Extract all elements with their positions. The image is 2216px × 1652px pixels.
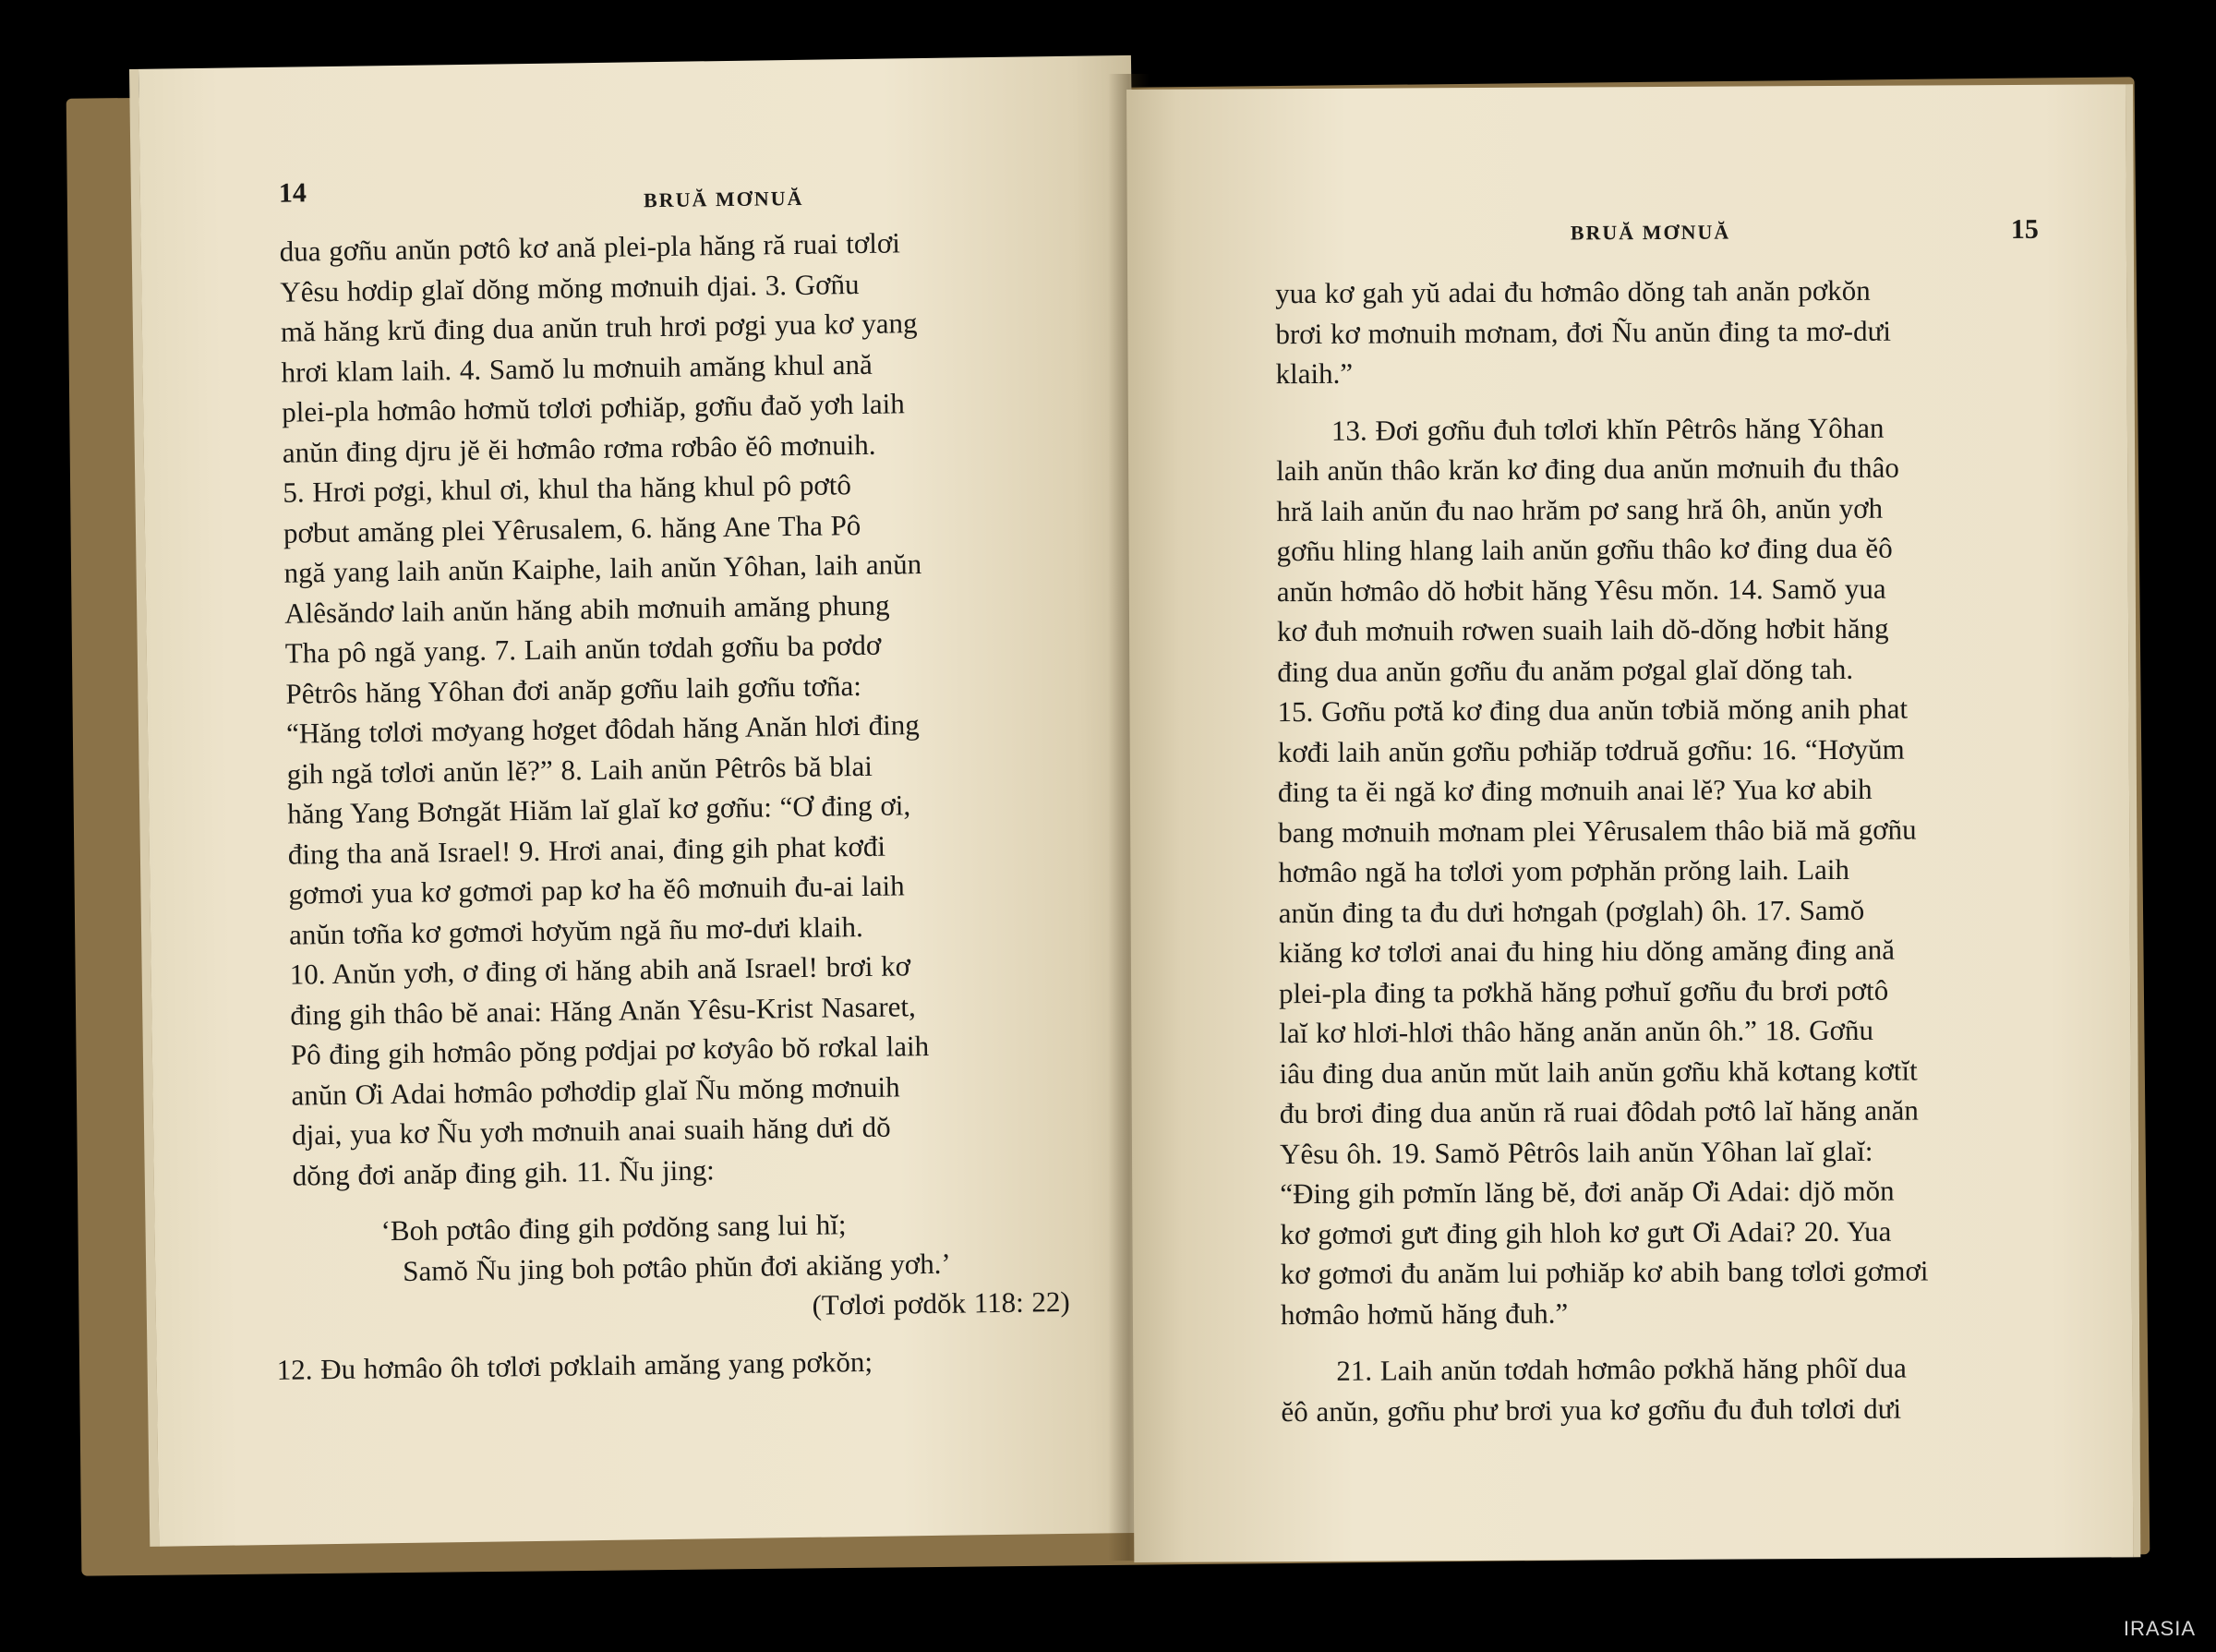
body-line: gơñu hling hlang laih anŭn gơñu thâo kơ đing dua ĕô: [1276, 531, 1893, 568]
body-line: anŭn đing djru jĕ ĕi hơmâo rơma rơbâo ĕô mơnuih.: [282, 428, 876, 469]
page-number: 14: [278, 177, 307, 209]
paragraph: [1281, 1347, 2042, 1431]
body-line: hơmâo hơmŭ hăng đuh.”: [1280, 1296, 1569, 1331]
body-line: kiăng kơ tơlơi anai đu hing hiu dŏng amăng đing ană: [1278, 933, 1895, 970]
left-page-text: [276, 221, 1079, 1390]
body-line: mă hăng krŭ đing dua anŭn truh hrơi pơgi yua kơ yang: [280, 307, 918, 348]
body-line: Pô đing gih hơmâo pŏng pơdjai pơ kơyâo bŏ rơkal laih: [290, 1030, 930, 1071]
paragraph: [1276, 406, 2042, 1334]
body-line: gơmơi yua kơ gơmơi pap kơ ha ĕô mơnuih đu-ai laih: [288, 869, 905, 910]
body-line: hăng Yang Bơngăt Hiăm laĭ glaĭ kơ gơñu: “Ơ đing ơi,: [287, 789, 911, 830]
body-line: kơ đuh mơnuih rơwen suaih laih dŏ-dŏng hơbit hăng: [1276, 611, 1889, 648]
body-line: ngă yang laih anŭn Kaiphe, laih anŭn Yôhan, laih anŭn: [283, 548, 922, 589]
body-line: Yêsu hơdip glaĭ dŏng mŏng mơnuih djai. 3. Gơñu: [280, 267, 860, 308]
body-line: đing dua anŭn gơñu đu anăm pơgal glaĭ dŏng tah.: [1277, 652, 1854, 688]
body-line: klaih.”: [1275, 356, 1354, 391]
body-line: hrơi klam laih. 4. Samŏ lu mơnuih amăng khul ană: [281, 347, 873, 389]
body-line: đu brơi đing dua anŭn ră ruai đôdah pơtô laĭ hăng anăn: [1279, 1093, 1919, 1130]
body-line: brơi kơ mơnuih mơnam, đơi Ñu anŭn đing ta mơ-dưi: [1275, 314, 1892, 350]
paragraph: [1275, 270, 2038, 394]
body-line: djai, yua kơ Ñu yơh mơnuih anai suaih hăng dưi dŏ: [291, 1110, 891, 1152]
body-line: plei-pla đing ta pơkhă hăng pơhuĭ gơñu đu brơi pơtô: [1279, 973, 1889, 1009]
body-line: đing tha ană Israel! 9. Hrơi anai, đing gih phat kơđi: [287, 829, 886, 871]
body-line: kơ gơmơi gưt đing gih hloh kơ gưt Ơi Adai? 20. Yua: [1280, 1214, 1892, 1250]
body-line: laĭ kơ hlơi-hlơi thâo hăng anăn anŭn ôh.” 18. Gơñu: [1279, 1013, 1874, 1050]
body-line: 5. Hrơi pơgi, khul ơi, khul tha hăng khul pô pơtô: [283, 468, 852, 509]
left-body-lines: [279, 221, 1077, 1196]
body-line: pơbut amăng plei Yêrusalem, 6. hăng Ane Tha Pô: [283, 508, 861, 549]
body-line: dua gơñu anŭn pơtô kơ ană plei-pla hăng ră ruai tơlơi: [279, 226, 901, 268]
body-line: ĕô anŭn, gơñu phư brơi yua kơ gơñu đu đuh tơlơi dưi: [1281, 1392, 1902, 1428]
body-line: 12. Đu hơmâo ôh tơlơi pơklaih amăng yang pơkŏn;: [276, 1345, 873, 1386]
body-line: Alêsăndơ laih anŭn hăng abih mơnuih amăng phung: [283, 588, 890, 630]
running-head: BRUĂ MƠNUĂ: [1570, 220, 1731, 245]
body-line: kơđi laih anŭn gơñu pơhiăp tơdruă gơñu: 16. “Hơyŭm: [1277, 732, 1905, 768]
quote-line: Samŏ Ñu jing boh pơtâo phŭn đơi akiăng yơh.’: [402, 1247, 951, 1287]
body-line: đing gih thâo bĕ anai: Hăng Anăn Yêsu-Krist Nasaret,: [290, 989, 916, 1031]
body-line: Pêtrôs hăng Yôhan đơi anăp gơñu laih gơñu tơña:: [285, 669, 862, 710]
body-line: hơmâo ngă ha tơlơi yom pơphăn prŏng laih. Laih: [1278, 852, 1850, 889]
body-line: 21. Laih anŭn tơdah hơmâo pơkhă hăng phôĭ dua: [1336, 1351, 1907, 1387]
body-line: laih anŭn thâo krăn kơ đing dua anŭn mơnuih đu thâo: [1276, 451, 1899, 488]
body-line: anŭn đing ta đu dưi hơngah (pơglah) ôh. 17. Samŏ: [1278, 893, 1865, 929]
body-line: gih ngă tơlơi anŭn lĕ?” 8. Laih anŭn Pêtrôs bă blai: [286, 749, 873, 790]
watermark: IRASIA: [2123, 1617, 2196, 1640]
body-line: anŭn hơmâo dŏ hơbit hăng Yêsu mŏn. 14. Samŏ yua: [1276, 572, 1886, 608]
body-line: Tha pô ngă yang. 7. Laih anŭn tơdah gơñu ba pơdơ: [284, 628, 882, 669]
body-line: Yêsu ôh. 19. Samŏ Pêtrôs laih anŭn Yôhan laĭ glaĭ:: [1279, 1134, 1873, 1170]
left-page: [129, 55, 1151, 1547]
body-line: anŭn Ơi Adai hơmâo pơhơdip glaĭ Ñu mŏng mơnuih: [291, 1069, 900, 1112]
scripture-quote: [293, 1201, 1079, 1332]
body-line: 13. Đơi gơñu đuh tơlơi khĭn Pêtrôs hăng Yôhan: [1331, 411, 1885, 447]
running-head: BRUĂ MƠNUĂ: [643, 186, 804, 212]
body-line: plei-pla hơmâo hơmŭ tơlơi pơhiăp, gơñu đaŏ yơh laih: [281, 387, 906, 428]
body-line: iâu đing dua anŭn mŭt laih anŭn gơñu khă kơtang kơtĭt: [1279, 1054, 1918, 1090]
body-line: đing ta ĕi ngă kơ đing mơnuih anai lĕ? Yua kơ abih: [1277, 772, 1873, 809]
body-line: 15. Gơñu pơtă kơ đing dua anŭn tơbiă mŏng anih phat: [1277, 692, 1909, 729]
quote-reference: (Tơlơi pơdŏk 118: 22): [812, 1284, 1070, 1321]
body-line: anŭn tơña kơ gơmơi hơyŭm ngă ñu mơ-dưi klaih.: [288, 910, 863, 951]
page-number: 15: [2010, 213, 2039, 245]
body-line: yua kơ gah yŭ adai đu hơmâo dŏng tah anăn pơkŏn: [1275, 273, 1871, 310]
right-page-text: [1275, 270, 2043, 1431]
right-page: [1126, 84, 2140, 1562]
body-line: “Hăng tơlơi mơyang hơget đôdah hăng Anăn hlơi đing: [285, 708, 920, 750]
body-line: dŏng đơi anăp đing gih. 11. Ñu jing:: [292, 1152, 716, 1192]
body-line: 10. Anŭn yơh, ơ đing ơi hăng abih ană Israel! brơi kơ: [289, 949, 911, 991]
body-line: hră laih anŭn đu nao hrăm pơ sang hră ôh, anŭn yơh: [1276, 491, 1884, 527]
body-line: “Đing gih pơmĭn lăng bĕ, đơi anăp Ơi Adai: djŏ mŏn: [1280, 1174, 1895, 1211]
quote-line: ‘Boh pơtâo đing gih pơdŏng sang lui hĭ;: [380, 1208, 847, 1248]
body-line: bang mơnuih mơnam plei Yêrusalem thâo biă mă gơñu: [1278, 813, 1917, 849]
body-line: kơ gơmơi đu anăm lui pơhiăp kơ abih bang tơlơi gơmơi: [1280, 1254, 1929, 1291]
